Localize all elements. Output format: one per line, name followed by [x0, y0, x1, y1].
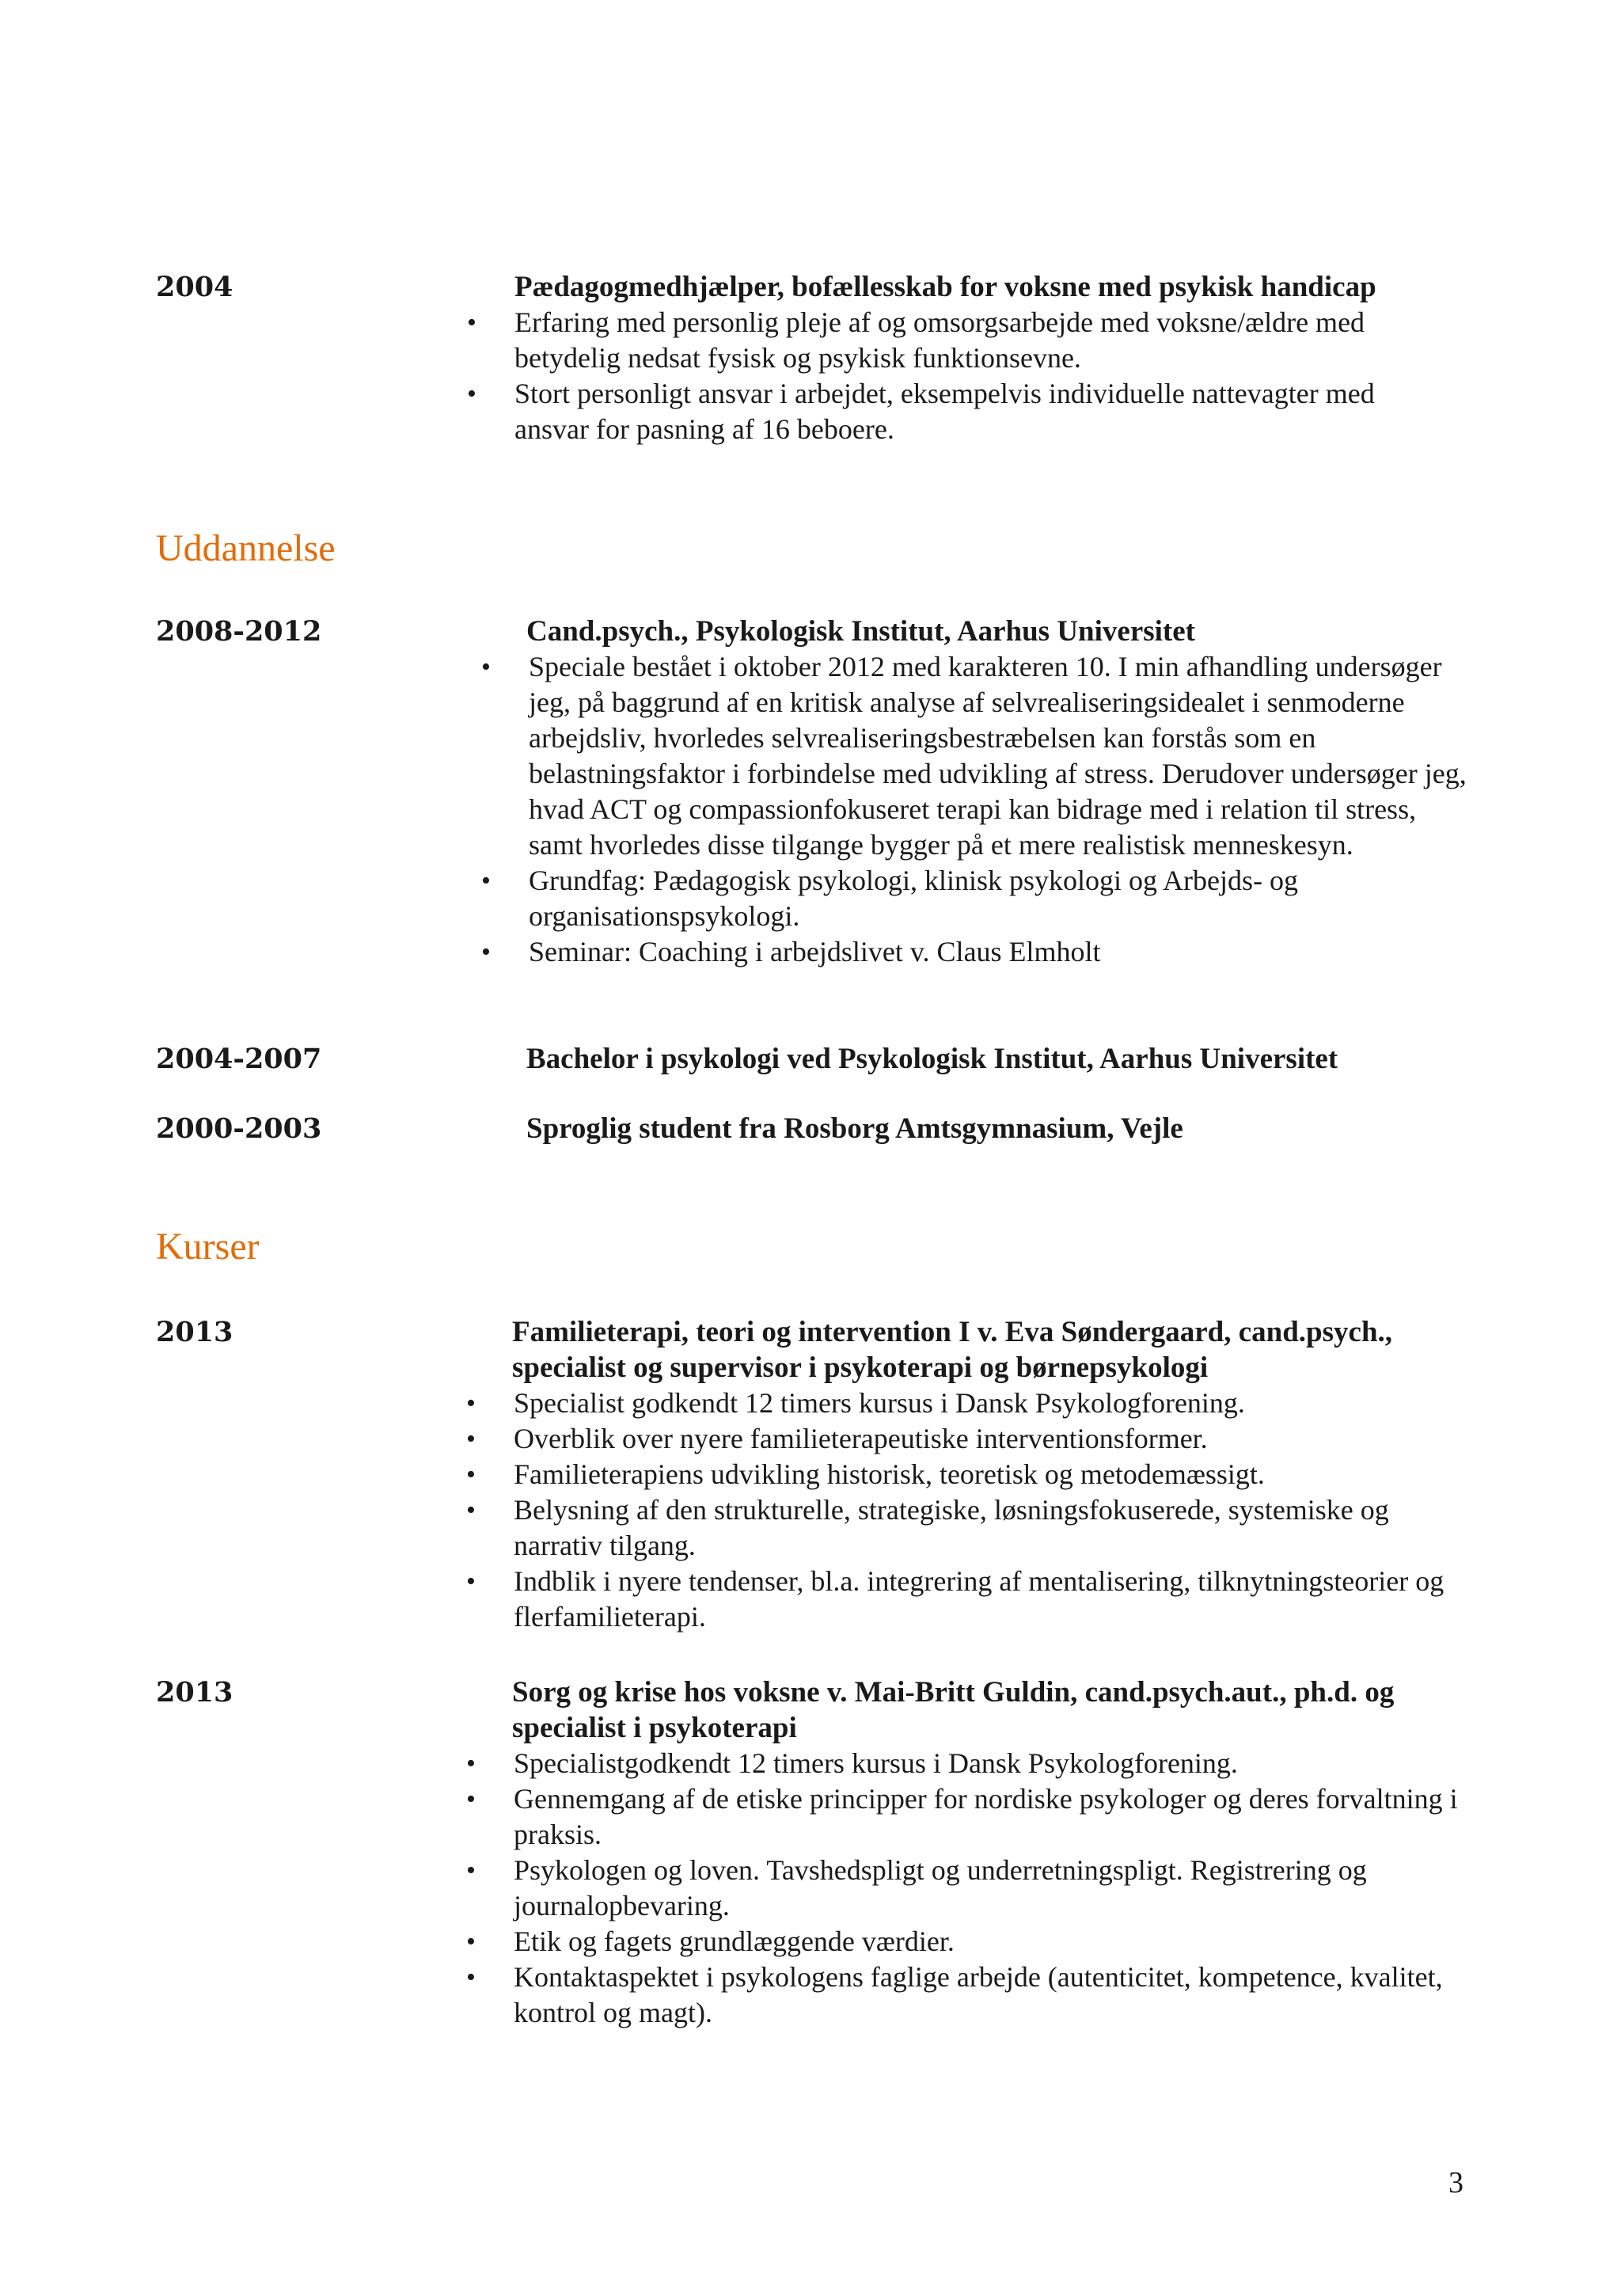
entry-title-line2: specialist i psykoterapi [512, 1712, 797, 1744]
bullet-icon: • [481, 937, 491, 967]
bullet-list [467, 305, 1433, 447]
list-item: • Stort personligt ansvar i arbejdet, eksempelvis individuelle nattevagter med ansvar for pasning af 16 beboere. [467, 378, 1375, 445]
list-item: • Seminar: Coaching i arbejdslivet v. Claus Elmholt [529, 934, 1475, 970]
bullet-icon: • [466, 1856, 476, 1885]
entry-year: 2013 [156, 1676, 233, 1709]
entry-year: 2013 [156, 1316, 233, 1348]
list-item: • Psykologen og loven. Tavshedspligt og underretningspligt. Registrering og journalopbevaring. [466, 1854, 1367, 1922]
bullet-icon: • [466, 1567, 476, 1596]
list-item: • Gennemgang af de etiske principper for nordiske psykologer og deres forvaltning i praksis. [466, 1783, 1458, 1850]
bullet-icon: • [467, 308, 476, 337]
list-item: • Familieterapiens udvikling historisk, teoretisk og metodemæssigt. [514, 1457, 1463, 1492]
bullet-icon: • [466, 1927, 476, 1956]
bullet-list [481, 649, 1475, 970]
entry-title-line1: Sorg og krise hos voksne v. Mai-Britt Guldin, cand.psych.aut., ph.d. og [512, 1676, 1395, 1709]
bullet-icon: • [481, 866, 491, 895]
bullet-icon: • [466, 1460, 476, 1489]
entry-content [526, 1111, 1183, 1146]
list-item: • Indblik i nyere tendenser, bl.a. integrering af mentalisering, tilknytningsteorier og flerfamilieterapi. [466, 1565, 1444, 1633]
entry-title-line1: Familieterapi, teori og intervention I v. Eva Søndergaard, cand.psych., [512, 1316, 1393, 1348]
list-item: • Kontaktaspektet i psykologens faglige arbejde (autenticitet, kompetence, kvalitet, kontrol og magt). [466, 1961, 1443, 2028]
list-item: • Grundfag: Pædagogisk psykologi, klinisk psykologi og Arbejds- og organisationspsykologi. [481, 865, 1298, 932]
bullet-icon: • [466, 1749, 476, 1778]
entry-content [466, 1314, 1621, 1635]
list-item: • Speciale bestået i oktober 2012 med karakteren 10. I min afhandling undersøger jeg, på baggrund af en kritisk analyse af selvrealiseringsidealet i senmoderne arbejdsliv, hvorledes selvrealiseringsbestræbelsen kan forstås som en belastningsfaktor i forbindelse med udvikling af stress. Derudover undersøger jeg, hvad ACT og compassionfokuseret terapi kan bidrage med i relation til stress, samt hvorledes disse tilgange bygger på et mere realistisk menneskesyn. [481, 651, 1467, 861]
entry-title: Pædagogmedhjælper, bofællesskab for voksne med psykisk handicap [514, 271, 1376, 303]
entry-year: 2000-2003 [156, 1112, 322, 1145]
entry-content [466, 1674, 1621, 2031]
entry-content [467, 269, 1621, 447]
entry-year: 2008-2012 [156, 615, 322, 648]
list-item: • Specialist godkendt 12 timers kursus i Dansk Psykologforening. [514, 1386, 1463, 1421]
bullet-icon: • [481, 652, 491, 682]
entry-year: 2004 [156, 271, 233, 303]
bullet-list [466, 1386, 1463, 1635]
list-item: • Belysning af den strukturelle, strategiske, løsningsfokuserede, systemiske og narrativ tilgang. [466, 1494, 1389, 1561]
list-item: • Erfaring med personlig pleje af og omsorgsarbejde med voksne/ældre med betydelig nedsat fysisk og psykisk funktionsevne. [467, 306, 1365, 374]
bullet-icon: • [467, 379, 476, 409]
list-item: • Specialistgodkendt 12 timers kursus i Dansk Psykologforening. [514, 1746, 1463, 1781]
list-item: • Overblik over nyere familieterapeutiske interventionsformer. [514, 1421, 1463, 1457]
entry-title: Sproglig student fra Rosborg Amtsgymnasium, Vejle [526, 1112, 1183, 1145]
entry-content [481, 614, 1621, 970]
bullet-list [466, 1746, 1463, 2031]
bullet-icon: • [466, 1496, 476, 1525]
bullet-icon: • [466, 1785, 476, 1814]
page-number: 3 [1448, 2166, 1463, 2199]
section-heading-kurser: Kurser [156, 1226, 260, 1268]
entry-title: Bachelor i psykologi ved Psykologisk Institut, Aarhus Universitet [526, 1043, 1338, 1075]
entry-content [526, 1041, 1338, 1077]
bullet-icon: • [466, 1963, 476, 1992]
entry-title: Cand.psych., Psykologisk Institut, Aarhus Universitet [526, 615, 1195, 648]
bullet-icon: • [466, 1389, 476, 1418]
list-item: • Etik og fagets grundlæggende værdier. [514, 1924, 1463, 1960]
entry-year: 2004-2007 [156, 1043, 322, 1075]
section-heading-uddannelse: Uddannelse [156, 527, 336, 569]
entry-title-line2: specialist og supervisor i psykoterapi og børnepsykologi [512, 1351, 1209, 1384]
bullet-icon: • [466, 1424, 476, 1454]
